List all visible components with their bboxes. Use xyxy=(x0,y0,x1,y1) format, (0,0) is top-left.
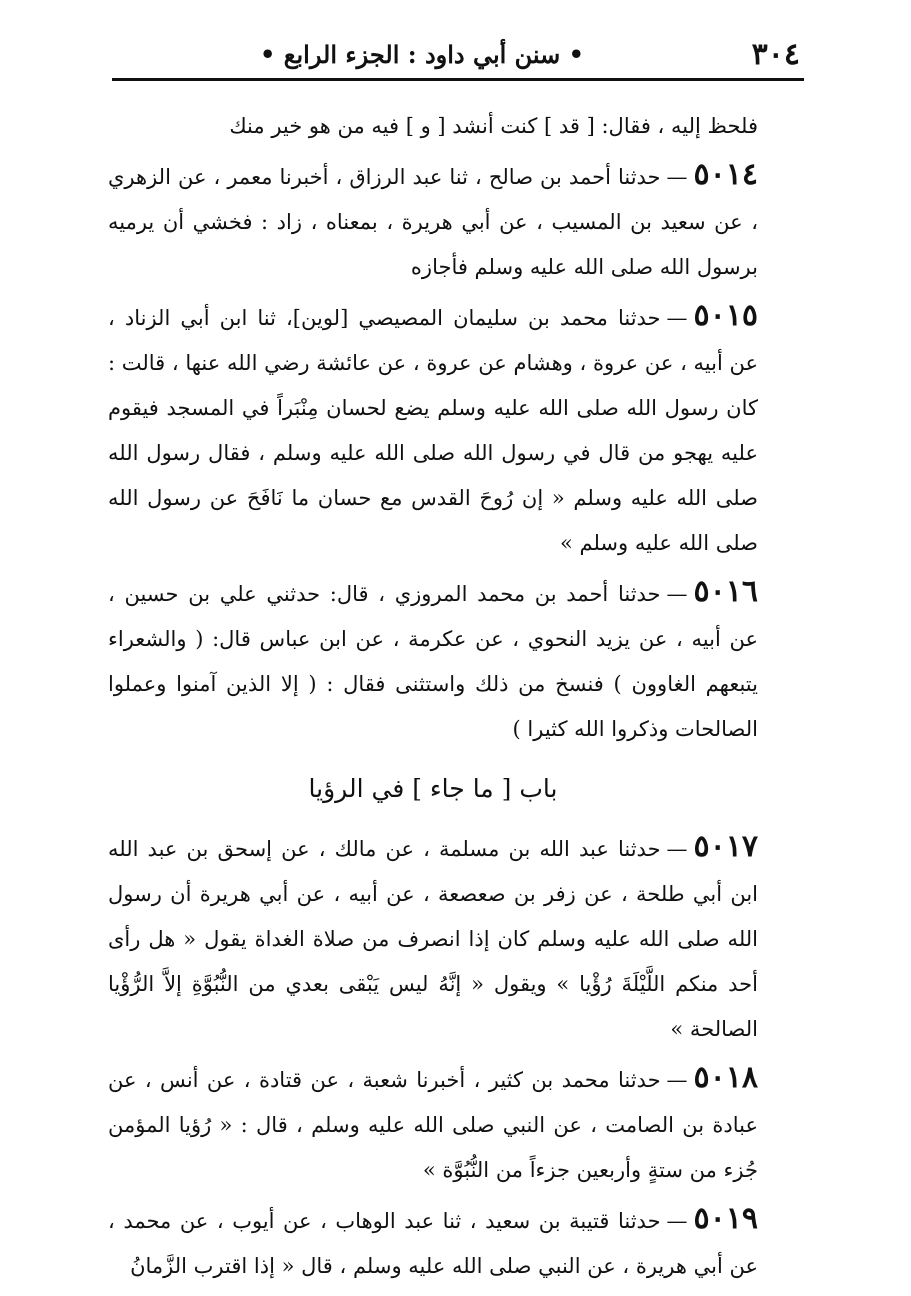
hadith-5019 xyxy=(108,1196,758,1289)
page-header xyxy=(110,34,800,74)
hadith-5014 xyxy=(108,152,758,290)
paragraph-text: فلحظ إليه ، فقال: [ قد ] كنت أنشد [ و ] فيه من هو خير منك xyxy=(229,114,758,138)
hadith-number: ٥٠١٨ xyxy=(693,1060,758,1095)
hadith-text: حدثنا أحمد بن صالح ، ثنا عبد الرزاق ، أخبرنا معمر ، عن الزهري ، عن سعيد بن المسيب ، عن أبي هريرة ، بمعناه ، زاد : فخشي أن يرميه برسول الله صلى الله عليه وسلم فأجازه xyxy=(108,165,758,279)
hadith-5015 xyxy=(108,293,758,566)
continuation-paragraph xyxy=(108,104,758,149)
hadith-text: حدثنا محمد بن كثير ، أخبرنا شعبة ، عن قتادة ، عن أنس ، عن عبادة بن الصامت ، عن النبي صلى الله عليه وسلم ، قال : « رُؤيا المؤمن جُزء من ستةٍ وأربعين جزءاً من النُّبُوَّة » xyxy=(108,1068,758,1182)
page-number: ٣٠٤ xyxy=(751,36,800,72)
hadith-5017 xyxy=(108,824,758,1052)
dash: — xyxy=(666,582,688,606)
chapter-heading: باب [ ما جاء ] في الرؤيا xyxy=(308,774,558,803)
dash: — xyxy=(666,165,688,189)
hadith-number: ٥٠١٤ xyxy=(693,157,758,192)
dash: — xyxy=(666,306,688,330)
running-title: • سنن أبي داود : الجزء الرابع • xyxy=(260,39,584,69)
dash: — xyxy=(666,1209,688,1233)
hadith-number: ٥٠١٦ xyxy=(693,574,758,609)
hadith-5018 xyxy=(108,1055,758,1193)
hadith-text: حدثنا عبد الله بن مسلمة ، عن مالك ، عن إسحق بن عبد الله ابن أبي طلحة ، عن زفر بن صعصعة ، عن أبيه ، عن أبي هريرة أن رسول الله صلى الله عليه وسلم كان إذا انصرف من صلاة الغداة يقول « هل رأى أحد منكم اللَّيْلَةَ رُؤْيا » ويقول « إنَّهُ ليس يَبْقى بعدي من النُّبُوَّةِ إلاَّ الرُّؤْيا الصالحة » xyxy=(108,837,758,1041)
hadith-number: ٥٠١٥ xyxy=(693,298,758,333)
dash: — xyxy=(666,1068,688,1092)
hadith-number: ٥٠١٩ xyxy=(693,1201,758,1236)
header-rule xyxy=(112,78,804,81)
hadith-text: حدثنا أحمد بن محمد المروزي ، قال: حدثني علي بن حسين ، عن أبيه ، عن يزيد النحوي ، عن عكرمة ، عن ابن عباس قال: ( والشعراء يتبعهم الغاوون ) فنسخ من ذلك واستثنى فقال : ( إلا الذين آمنوا وعملوا الصالحات وذكروا الله كثيرا ) xyxy=(108,582,758,741)
hadith-text: حدثنا محمد بن سليمان المصيصي [لوين]، ثنا ابن أبي الزناد ، عن أبيه ، عن عروة ، وهشام عن عروة ، عن عائشة رضي الله عنها ، قالت : كان رسول الله صلى الله عليه وسلم يضع لحسان مِنْبَراً في المسجد فيقوم عليه يهجو من قال في رسول الله صلى الله عليه وسلم ، فقال رسول الله صلى الله عليه وسلم « إن رُوحَ القدس مع حسان ما نَافَحَ عن رسول الله صلى الله عليه وسلم » xyxy=(108,306,758,555)
hadith-number: ٥٠١٧ xyxy=(693,829,758,864)
hadith-5016 xyxy=(108,569,758,752)
page-body xyxy=(108,104,758,1292)
hadith-text: حدثنا قتيبة بن سعيد ، ثنا عبد الوهاب ، عن أيوب ، عن محمد ، عن أبي هريرة ، عن النبي صلى الله عليه وسلم ، قال « إذا اقترب الزَّمانُ xyxy=(108,1209,758,1278)
dash: — xyxy=(666,837,688,861)
